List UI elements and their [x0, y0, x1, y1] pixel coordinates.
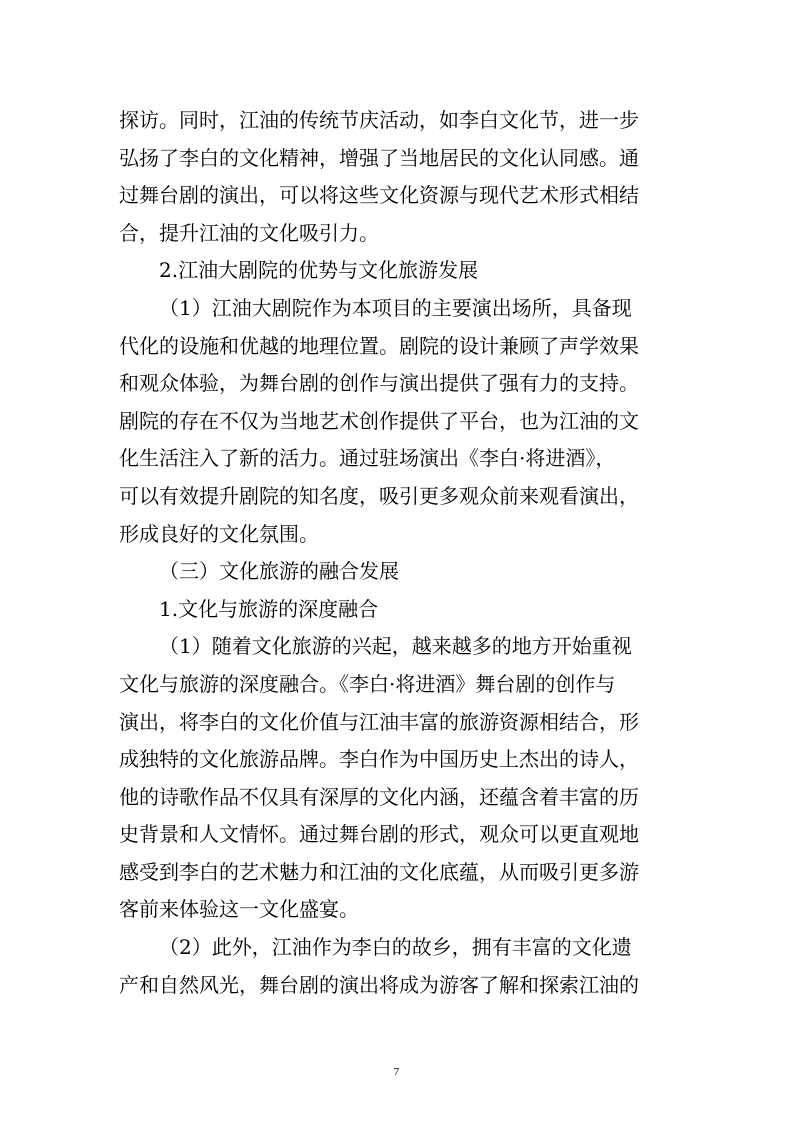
text-line: 可以有效提升剧院的知名度，吸引更多观众前来观看演出，: [119, 483, 639, 508]
text-line: 文化与旅游的深度融合。《李白·将进酒》舞台剧的创作与: [119, 671, 616, 696]
text-line: 合，提升江油的文化吸引力。: [119, 220, 379, 245]
text-line: 他的诗歌作品不仅具有深厚的文化内涵，还蕴含着丰富的历: [119, 784, 639, 809]
text-line: 形成良好的文化氛围。: [119, 521, 319, 546]
text-line: 剧院的存在不仅为当地艺术创作提供了平台，也为江油的文: [119, 408, 639, 433]
text-line: （1）随着文化旅游的兴起，越来越多的地方开始重视: [159, 634, 632, 659]
section-heading: （三）文化旅游的融合发展: [159, 559, 399, 584]
text-line: 成独特的文化旅游品牌。李白作为中国历史上杰出的诗人，: [119, 747, 639, 772]
body-text: [119, 102, 679, 1004]
text-line: 代化的设施和优越的地理位置。剧院的设计兼顾了声学效果: [119, 333, 639, 358]
text-line: （1）江油大剧院作为本项目的主要演出场所，具备现: [159, 295, 632, 320]
text-line: 史背景和人文情怀。通过舞台剧的形式，观众可以更直观地: [119, 822, 639, 847]
text-line: 化生活注入了新的活力。通过驻场演出《李白·将进酒》，: [119, 446, 616, 471]
text-line: 客前来体验这一文化盛宴。: [119, 897, 359, 922]
text-line: 产和自然风光，舞台剧的演出将成为游客了解和探索江油的: [119, 972, 639, 997]
page-number: 7: [393, 1066, 400, 1078]
text-line: 感受到李白的艺术魅力和江油的文化底蕴，从而吸引更多游: [119, 859, 639, 884]
subsection-heading: 1.文化与旅游的深度融合: [159, 596, 379, 621]
text-line: 过舞台剧的演出，可以将这些文化资源与现代艺术形式相结: [119, 183, 639, 208]
text-line: 和观众体验，为舞台剧的创作与演出提供了强有力的支持。: [119, 371, 639, 396]
text-line: 演出，将李白的文化价值与江油丰富的旅游资源相结合，形: [119, 709, 639, 734]
text-line: 弘扬了李白的文化精神，增强了当地居民的文化认同感。通: [119, 145, 639, 170]
text-line: （2）此外，江油作为李白的故乡，拥有丰富的文化遗: [159, 935, 632, 960]
subsection-heading: 2.江油大剧院的优势与文化旅游发展: [159, 258, 479, 283]
text-line: 探访。同时，江油的传统节庆活动，如李白文化节，进一步: [119, 108, 639, 132]
